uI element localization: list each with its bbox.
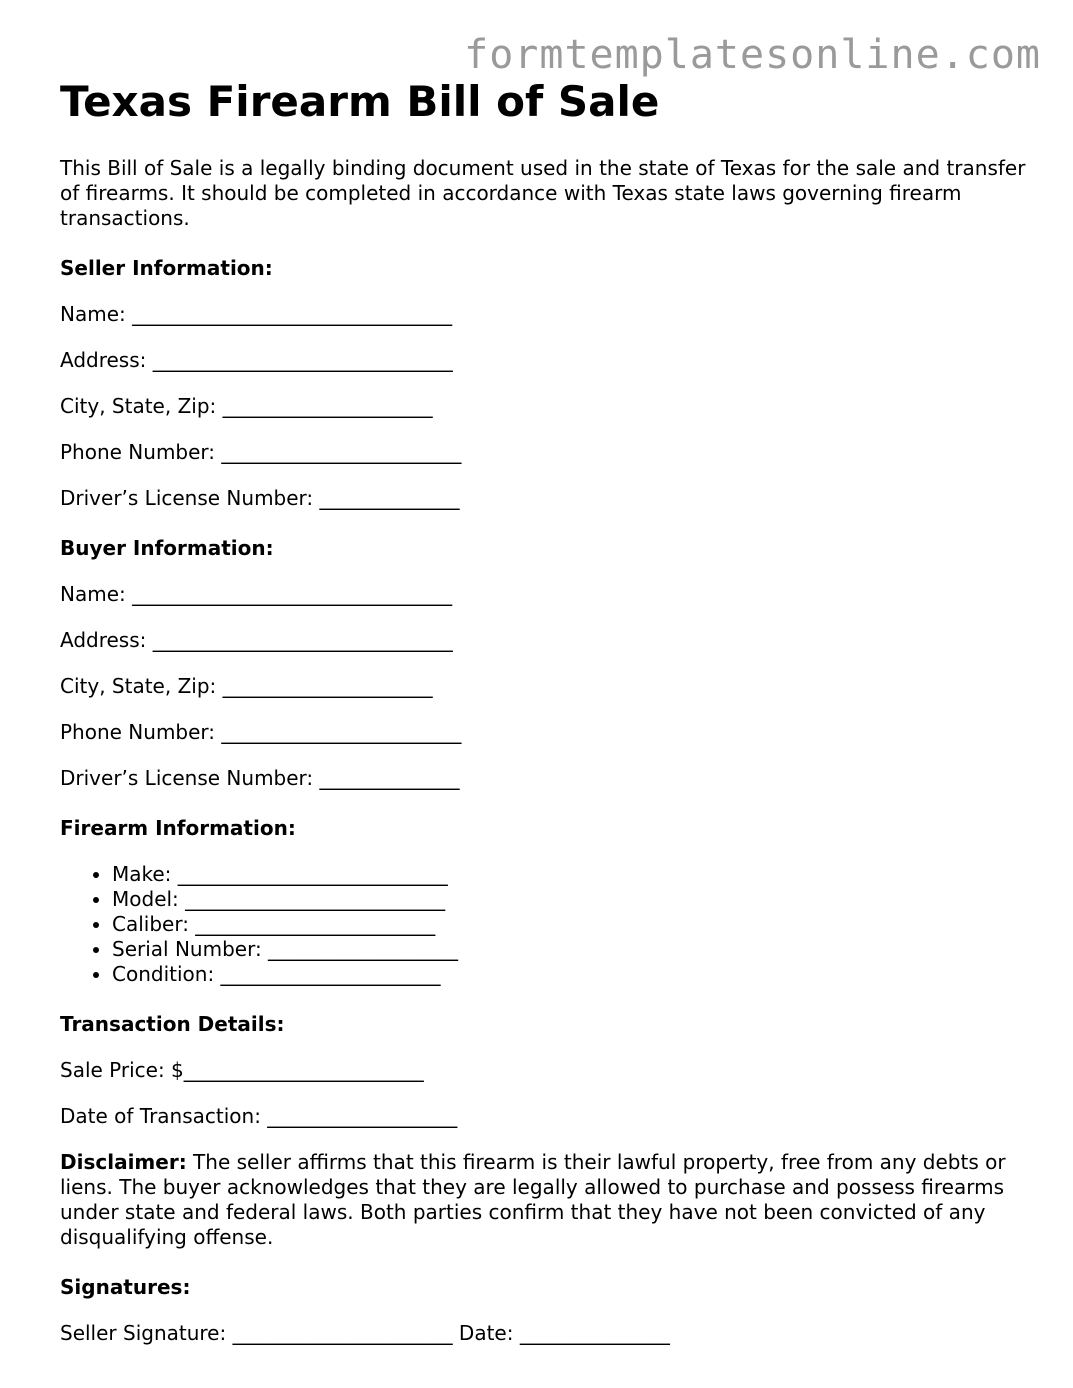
document-body [60,76,1030,1346]
buyer-city-field: City, State, Zip: _____________________ [60,674,433,698]
buyer-address-field: Address: ______________________________ [60,628,453,652]
buyer-phone-field: Phone Number: ________________________ [60,720,462,744]
firearm-serial-field: • Serial Number: ___________________ [112,937,1030,962]
buyer-license-field: Driver’s License Number: ______________ [60,766,460,790]
intro-paragraph: This Bill of Sale is a legally binding document used in the state of Texas for the sale and transfer of firearms. It should be completed in accordance with Texas state laws governing firearm transactions. [60,156,1026,230]
firearm-condition-field: • Condition: ______________________ [112,962,1030,987]
seller-heading: Seller Information: [60,256,273,280]
transaction-heading: Transaction Details: [60,1012,285,1036]
buyer-name-field: Name: ________________________________ [60,582,453,606]
seller-phone-field: Phone Number: ________________________ [60,440,462,464]
disclaimer-paragraph [60,1150,1030,1250]
firearm-heading: Firearm Information: [60,816,296,840]
sale-price-field: Sale Price: $________________________ [60,1058,424,1082]
disclaimer-text: The seller affirms that this firearm is their lawful property, free from any debts or liens. The buyer acknowledges that they are legally allowed to purchase and possess firearms under state and federal laws. Both parties confirm that they have not been convicted of any disqualifying offense. [60,1150,1006,1249]
seller-signature-field: Seller Signature: ______________________ Date: _______________ [60,1321,670,1345]
firearm-caliber-field: • Caliber: ________________________ [112,912,1030,937]
seller-name-field: Name: ________________________________ [60,302,453,326]
buyer-heading: Buyer Information: [60,536,274,560]
seller-address-field: Address: ______________________________ [60,348,453,372]
firearm-make-field: • Make: ___________________________ [112,862,1030,887]
transaction-date-field: Date of Transaction: ___________________ [60,1104,458,1128]
seller-license-field: Driver’s License Number: ______________ [60,486,460,510]
seller-city-field: City, State, Zip: _____________________ [60,394,433,418]
firearm-list [60,862,1030,987]
signatures-heading: Signatures: [60,1275,191,1299]
page-title: Texas Firearm Bill of Sale [60,77,660,126]
firearm-model-field: • Model: __________________________ [112,887,1030,912]
disclaimer-label: Disclaimer: [60,1150,187,1174]
watermark: formtemplatesonline.com [464,32,1041,78]
